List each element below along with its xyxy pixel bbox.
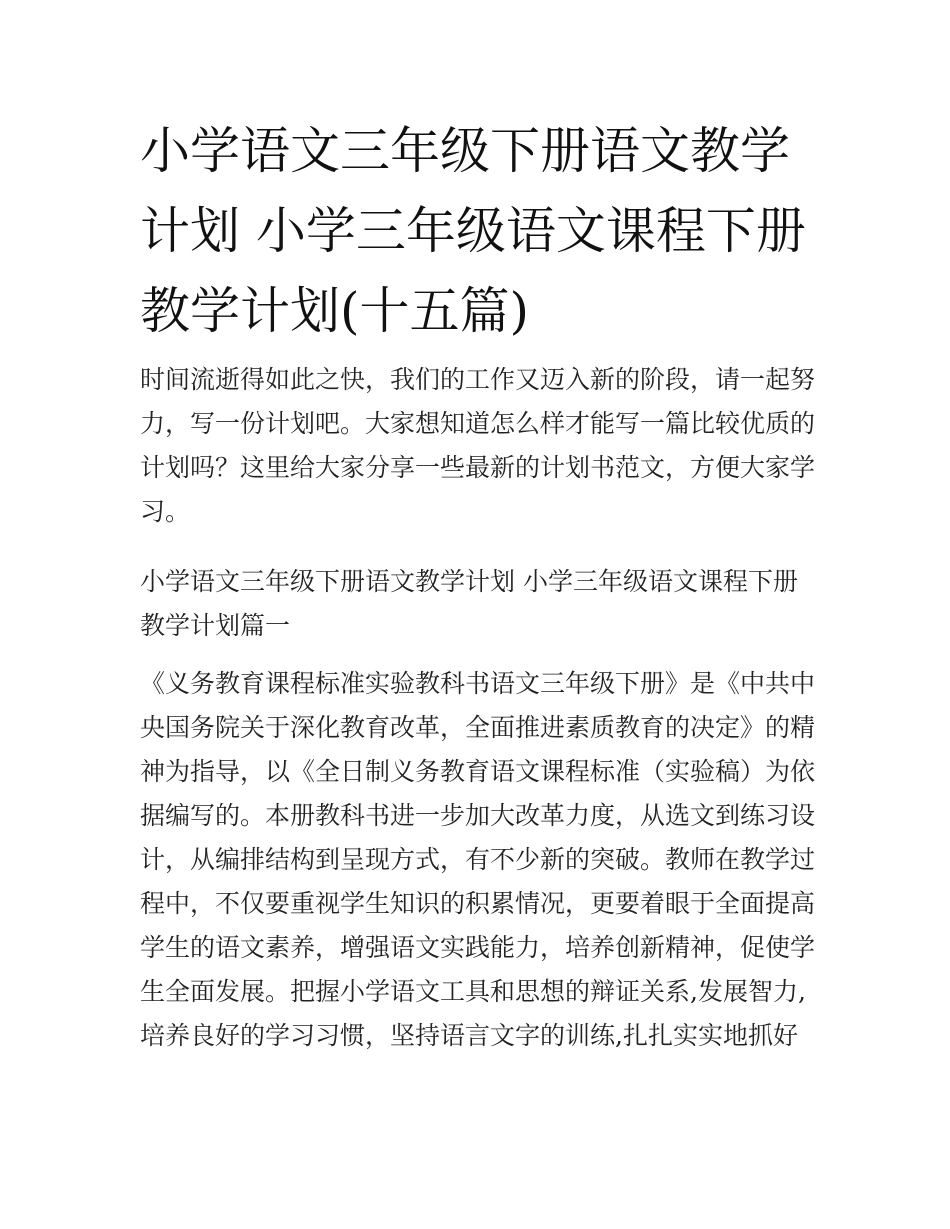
body-paragraph: 《义务教育课程标准实验教科书语文三年级下册》是《中共中央国务院关于深化教育改革，全面推进素质教育的决定》的精神为指导，以《全日制义务教育语文课程标准（实验稿）为依据编写的。本册教科书进一步加大改革力度，从选文到练习设计，从编排结构到呈现方式，有不少新的突破。教师在教学过程中，不仅要重视学生知识的积累情况，更要着眼于全面提高学生的语文素养，增强语文实践能力，培养创新精神，促使学生全面发展。把握小学语文工具和思想的辩证关系,发展智力,培养良好的学习习惯，坚持语言文字的训练,扎扎实实地抓好 (140, 669, 816, 1050)
intro-paragraph: 时间流逝得如此之快，我们的工作又迈入新的阶段，请一起努力，写一份计划吧。大家想知道怎么样才能写一篇比较优质的计划吗？这里给大家分享一些最新的计划书范文，方便大家学习。 (140, 365, 816, 526)
section-heading: 小学语文三年级下册语文教学计划 小学三年级语文课程下册教学计划篇一 (140, 567, 798, 640)
document-title: 小学语文三年级下册语文教学计划 小学三年级语文课程下册教学计划(十五篇) (140, 122, 806, 340)
